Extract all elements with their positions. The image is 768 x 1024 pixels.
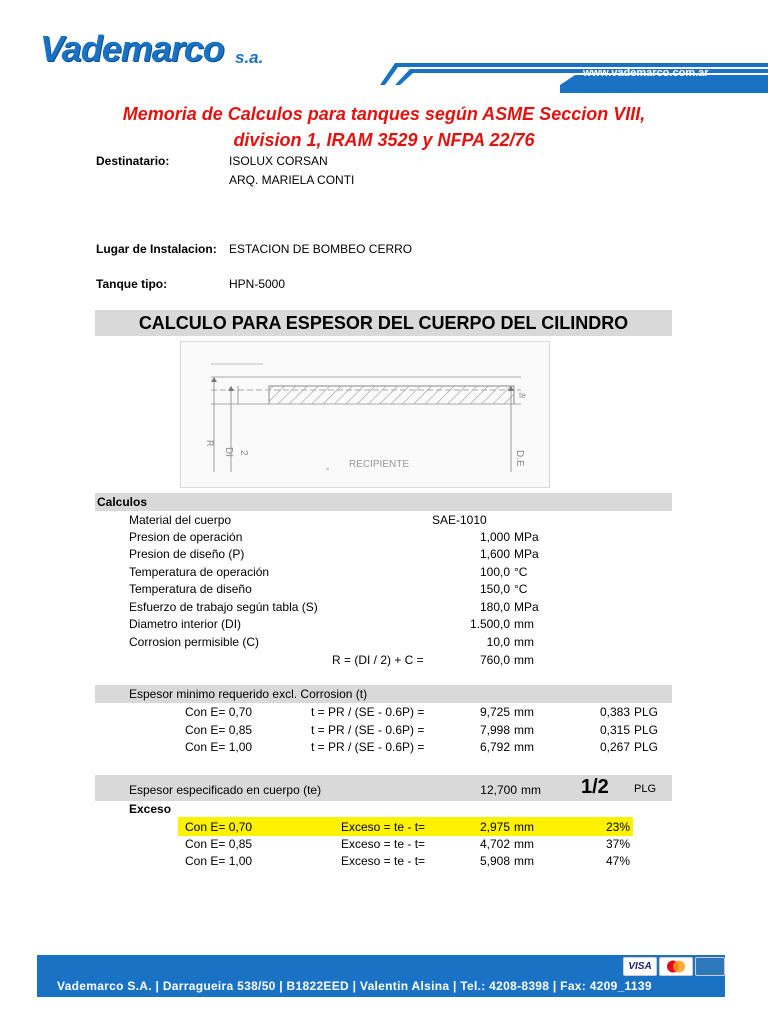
calc-row-unit: °C [514, 582, 528, 596]
min-row-mm: 9,725 [479, 705, 510, 719]
exceso-row-e: Con E= 0,70 [185, 820, 253, 834]
mastercard-icon [659, 957, 693, 976]
calc-row-unit: MPa [514, 530, 539, 544]
min-row-e: Con E= 0,85 [185, 723, 253, 737]
calc-row-unit: mm [514, 617, 534, 631]
document-title-line2: division 1, IRAM 3529 y NFPA 22/76 [233, 130, 535, 150]
svg-text:DI: DI [223, 447, 234, 457]
espesor-esp-plg: PLG [634, 783, 657, 795]
footer-contact: Vademarco S.A. | Darragueira 538/50 | B1822EED | Valentin Alsina | Tel.: 4208-8398 | Fax: 4209_1139 [57, 979, 652, 993]
svg-text:D.E: D.E [514, 450, 525, 467]
exceso-row-unit: mm [514, 854, 534, 868]
espesor-esp-bar [95, 775, 672, 801]
min-row-e: Con E= 0,70 [185, 705, 253, 719]
min-row-plg: 0,383 [599, 705, 630, 719]
espesor-esp-mm: 12,700 [480, 783, 517, 797]
calc-row-unit: °C [514, 565, 528, 579]
exceso-row-unit: mm [514, 837, 534, 851]
min-row-plg: 0,267 [599, 740, 630, 754]
calculos-header: Calculos [97, 495, 148, 509]
min-row-formula: t = PR / (SE - 0.6P) = [311, 705, 425, 719]
calculos-bar [95, 493, 672, 511]
calc-row-value: 1,600 [479, 547, 510, 561]
min-row-unit: mm [514, 723, 534, 737]
company-logo: Vademarco [40, 28, 224, 69]
r-value: 760,0 [479, 653, 510, 667]
min-row-unit: mm [514, 740, 534, 754]
espesor-esp-label: Espesor especificado en cuerpo (te) [129, 783, 322, 797]
exceso-row-mm: 5,908 [479, 854, 510, 868]
min-row-plg-unit: PLG [634, 723, 659, 737]
min-row-unit: mm [514, 705, 534, 719]
calc-row-unit: MPa [514, 547, 539, 561]
lugar-value: ESTACION DE BOMBEO CERRO [229, 242, 413, 256]
min-row-formula: t = PR / (SE - 0.6P) = [311, 723, 425, 737]
calc-row-label: Temperatura de diseño [129, 582, 252, 596]
svg-text:te: te [519, 391, 526, 400]
calc-row-label: Diametro interior (DI) [129, 617, 242, 631]
calc-row-unit: mm [514, 635, 534, 649]
exceso-row-e: Con E= 0,85 [185, 837, 253, 851]
destinatario-value-1: ISOLUX CORSAN [229, 154, 328, 168]
tanque-label: Tanque tipo: [96, 277, 168, 291]
min-row-plg-unit: PLG [634, 740, 659, 754]
exceso-row-pct: 47% [605, 854, 630, 868]
amex-card-icon [695, 957, 725, 976]
calc-row-label: Presion de diseño (P) [129, 547, 245, 561]
calc-row-value: 150,0 [479, 582, 510, 596]
min-row-mm: 6,792 [479, 740, 510, 754]
destinatario-label: Destinatario: [96, 154, 170, 168]
calc-row-value: 100,0 [479, 565, 510, 579]
exceso-row-mm: 2,975 [479, 820, 510, 834]
exceso-header: Exceso [129, 802, 172, 816]
destinatario-value-2: ARQ. MARIELA CONTI [229, 173, 355, 187]
exceso-row-e: Con E= 1,00 [185, 854, 253, 868]
calc-row-value: 1.500,0 [469, 617, 510, 631]
website-url[interactable]: www.vademarco.com.ar [583, 67, 709, 79]
svg-text:2: 2 [238, 450, 249, 456]
calc-row-value: 1,000 [479, 530, 510, 544]
r-formula: R = (DI / 2) + C = [332, 653, 424, 667]
exceso-row-pct: 23% [605, 820, 630, 834]
exceso-row-formula: Exceso = te - t= [341, 854, 426, 868]
svg-text:R: R [205, 440, 215, 447]
visa-card-icon: VISA [623, 957, 657, 976]
company-logo-suffix: s.a. [235, 48, 264, 67]
min-row-plg: 0,315 [599, 723, 630, 737]
section-title: CALCULO PARA ESPESOR DEL CUERPO DEL CILINDRO [138, 313, 629, 333]
diagram-label: RECIPIENTE [349, 459, 410, 470]
r-unit: mm [514, 653, 534, 667]
lugar-label: Lugar de Instalacion: [96, 242, 217, 256]
calc-row-value: SAE-1010 [432, 513, 487, 527]
espesor-min-bar [95, 685, 672, 703]
calc-row-label: Material del cuerpo [129, 513, 232, 527]
calc-row-label: Esfuerzo de trabajo según tabla (S) [129, 600, 318, 614]
min-row-mm: 7,998 [479, 723, 510, 737]
espesor-esp-unit: mm [521, 783, 541, 797]
exceso-row-formula: Exceso = te - t= [341, 820, 426, 834]
section-title-bar [95, 310, 672, 336]
calc-row-label: Presion de operación [129, 530, 243, 544]
exceso-row-pct: 37% [605, 837, 630, 851]
exceso-row-mm: 4,702 [479, 837, 510, 851]
exceso-row-formula: Exceso = te - t= [341, 837, 426, 851]
min-row-formula: t = PR / (SE - 0.6P) = [311, 740, 425, 754]
espesor-esp-fraction: 1/2 [581, 776, 609, 798]
calc-row-value: 10,0 [486, 635, 510, 649]
min-row-plg-unit: PLG [634, 705, 659, 719]
cylinder-diagram [180, 341, 550, 488]
cylinder-diagram-drawing [181, 342, 549, 487]
calc-row-label: Temperatura de operación [129, 565, 270, 579]
min-row-e: Con E= 1,00 [185, 740, 253, 754]
calc-row-label: Corrosion permisible (C) [129, 635, 260, 649]
document-title-line1: Memoria de Calculos para tanques según ASME Seccion VIII, [122, 104, 646, 124]
exceso-row-unit: mm [514, 820, 534, 834]
tanque-value: HPN-5000 [229, 277, 286, 291]
calc-row-value: 180,0 [479, 600, 510, 614]
calc-row-unit: MPa [514, 600, 539, 614]
espesor-min-header: Espesor minimo requerido excl. Corrosion (t) [129, 687, 368, 701]
